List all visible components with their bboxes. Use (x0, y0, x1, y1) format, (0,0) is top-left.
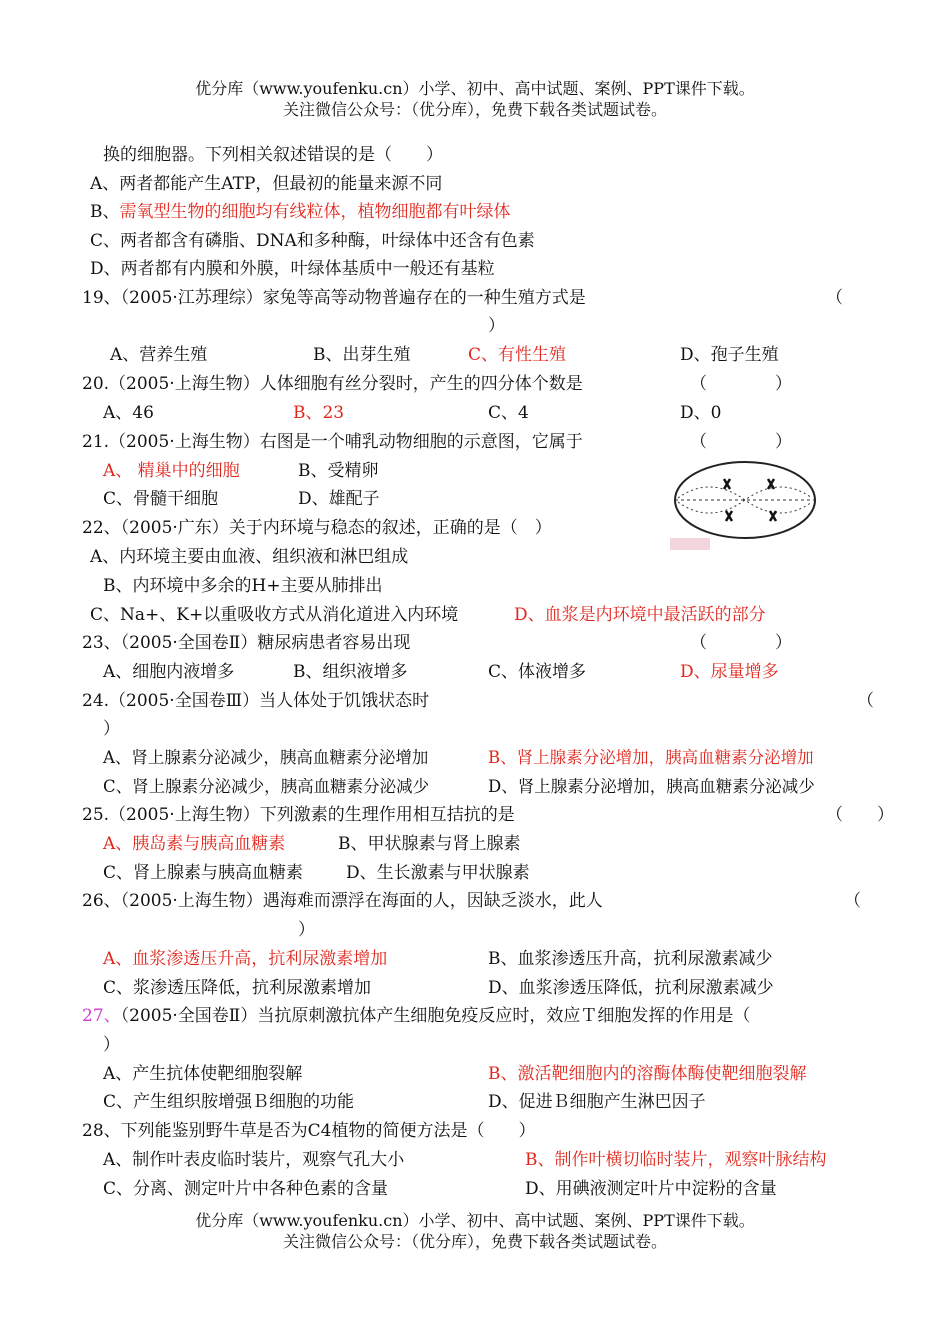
q24-option-a: A、肾上腺素分泌减少，胰高血糖素分泌增加 (103, 748, 429, 767)
q26-paren-open: （ (844, 891, 861, 911)
q19-stem: 19、（2005·江苏理综）家兔等高等动物普遍存在的一种生殖方式是 (82, 288, 586, 308)
q25-option-b: B、甲状腺素与肾上腺素 (338, 834, 521, 854)
cell-division-figure (670, 455, 820, 550)
q28-option-a: A、制作叶表皮临时装片，观察气孔大小 (103, 1150, 405, 1170)
q26-option-c: C、浆渗透压降低，抗利尿激素增加 (103, 978, 372, 998)
q18-option-c: C、两者都含有磷脂、DNA和多种酶，叶绿体中还含有色素 (90, 231, 535, 251)
q19-option-c-answer: C、有性生殖 (468, 345, 567, 365)
q19-paren-open: （ (826, 288, 843, 308)
footer-line-2: 关注微信公众号：（优分库），免费下载各类试题试卷。 (282, 1232, 667, 1251)
q18-option-b (90, 200, 511, 224)
chromosome-4 (770, 511, 776, 521)
q25-option-c: C、肾上腺素与胰高血糖素 (103, 863, 304, 883)
q27-option-c: C、产生组织胺增强Ｂ细胞的功能 (103, 1092, 355, 1112)
q19-option-a: A、营养生殖 (110, 345, 208, 365)
q21-stem: 21.（2005·上海生物）右图是一个哺乳动物细胞的示意图，它属于 (82, 432, 583, 452)
q22-option-d-answer: D、血浆是内环境中最活跃的部分 (514, 605, 766, 625)
q26-paren-close: ） (298, 920, 315, 940)
q18-stem: 换的细胞器。下列相关叙述错误的是（ ） (103, 145, 443, 165)
q22-option-a: A、内环境主要由血液、组织液和淋巴组成 (90, 547, 409, 567)
q18-option-b-prefix: B、 (90, 202, 120, 222)
q28-option-b-answer: B、制作叶横切临时装片，观察叶脉结构 (525, 1150, 827, 1170)
q23-option-c: C、体液增多 (488, 662, 587, 682)
q20-stem: 20.（2005·上海生物）人体细胞有丝分裂时，产生的四分体个数是 (82, 374, 583, 394)
q27-option-a: A、产生抗体使靶细胞裂解 (103, 1064, 303, 1084)
q27-stem: （2005·全国卷Ⅱ）当抗原刺激抗体产生细胞免疫反应时，效应Ｔ细胞发挥的作用是（ (120, 1006, 751, 1026)
q23-paren: （ ） (690, 633, 792, 653)
q20-option-a: A、46 (103, 403, 154, 423)
q24-option-d: D、肾上腺素分泌增加，胰高血糖素分泌减少 (488, 777, 815, 796)
q26-option-a-answer: A、血浆渗透压升高，抗利尿激素增加 (103, 949, 388, 969)
q21-paren: （ ） (690, 432, 792, 452)
q21-option-d: D、雄配子 (298, 489, 380, 509)
q27-option-d: D、促进Ｂ细胞产生淋巴因子 (488, 1092, 706, 1112)
q26-option-d: D、血浆渗透压降低，抗利尿激素减少 (488, 978, 774, 998)
q21-option-a-answer: A、 精巢中的细胞 (103, 461, 240, 481)
spindle-fibers-top (678, 487, 812, 500)
q25-option-a-answer: A、胰岛素与胰高血糖素 (103, 834, 286, 854)
q19-option-b: B、出芽生殖 (313, 345, 411, 365)
q24-option-b-answer: B、肾上腺素分泌增加，胰高血糖素分泌增加 (488, 748, 814, 767)
q24-paren-close: ） (103, 719, 120, 739)
q22-stem: 22、（2005·广东）关于内环境与稳态的叙述，正确的是（ ） (82, 518, 552, 538)
q28-stem: 28、下列能鉴别野牛草是否为C4植物的简便方法是（ ） (82, 1121, 536, 1141)
q23-option-b: B、组织液增多 (293, 662, 408, 682)
q19-paren-close: ） (488, 316, 505, 336)
q22-option-c: C、Na+、K+以重吸收方式从消化道进入内环境 (90, 605, 459, 625)
q20-option-c: C、4 (488, 403, 529, 423)
header-line-2: 关注微信公众号：（优分库），免费下载各类试题试卷。 (282, 100, 667, 119)
q27-paren-close: ） (103, 1035, 120, 1055)
q25-stem: 25.（2005·上海生物）下列激素的生理作用相互拮抗的是 (82, 805, 515, 825)
q24-option-c: C、肾上腺素分泌减少，胰高血糖素分泌减少 (103, 777, 430, 796)
q22-option-b: B、内环境中多余的H+主要从肺排出 (103, 576, 383, 596)
q25-option-d: D、生长激素与甲状腺素 (346, 863, 530, 883)
q28-option-d: D、用碘液测定叶片中淀粉的含量 (525, 1179, 777, 1199)
q24-paren-open: （ (857, 691, 874, 711)
q23-stem: 23、（2005·全国卷Ⅱ）糖尿病患者容易出现 (82, 633, 411, 653)
q26-stem: 26、（2005·上海生物）遇海难而漂浮在海面的人，因缺乏淡水，此人 (82, 891, 603, 911)
header-line-1: 优分库（www.youfenku.cn）小学、初中、高中试题、案例、PPT课件下载。 (195, 79, 755, 98)
q27-option-b-answer: B、激活靶细胞内的溶酶体酶使靶细胞裂解 (488, 1064, 807, 1084)
q20-option-b-answer: B、23 (293, 403, 345, 423)
spindle-fibers-bottom (678, 500, 812, 513)
q20-paren: （ ） (690, 374, 792, 394)
chromosome-3 (726, 511, 732, 521)
q18-option-d: D、两者都有内膜和外膜，叶绿体基质中一般还有基粒 (90, 259, 495, 279)
q27-number: 27、 (82, 1006, 121, 1026)
q23-option-d-answer: D、尿量增多 (680, 662, 779, 682)
q23-option-a: A、细胞内液增多 (103, 662, 235, 682)
q28-option-c: C、分离、测定叶片中各种色素的含量 (103, 1179, 389, 1199)
q21-option-b: B、受精卵 (298, 461, 379, 481)
q18-option-b-answer: 需氧型生物的细胞均有线粒体，植物细胞都有叶绿体 (119, 202, 511, 222)
footer-line-1: 优分库（www.youfenku.cn）小学、初中、高中试题、案例、PPT课件下载。 (195, 1211, 755, 1230)
chromosome-1 (724, 479, 730, 489)
q21-option-c: C、骨髓干细胞 (103, 489, 219, 509)
q20-option-d: D、0 (680, 403, 722, 423)
q27-stem-line (82, 1004, 750, 1028)
figure-corner-mark (670, 538, 710, 550)
q25-paren: （ ） (826, 805, 894, 825)
q24-stem: 24.（2005·全国卷Ⅲ）当人体处于饥饿状态时 (82, 691, 430, 711)
q26-option-b: B、血浆渗透压升高，抗利尿激素减少 (488, 949, 773, 969)
q19-option-d: D、孢子生殖 (680, 345, 779, 365)
q18-option-a: A、两者都能产生ATP，但最初的能量来源不同 (90, 174, 443, 194)
